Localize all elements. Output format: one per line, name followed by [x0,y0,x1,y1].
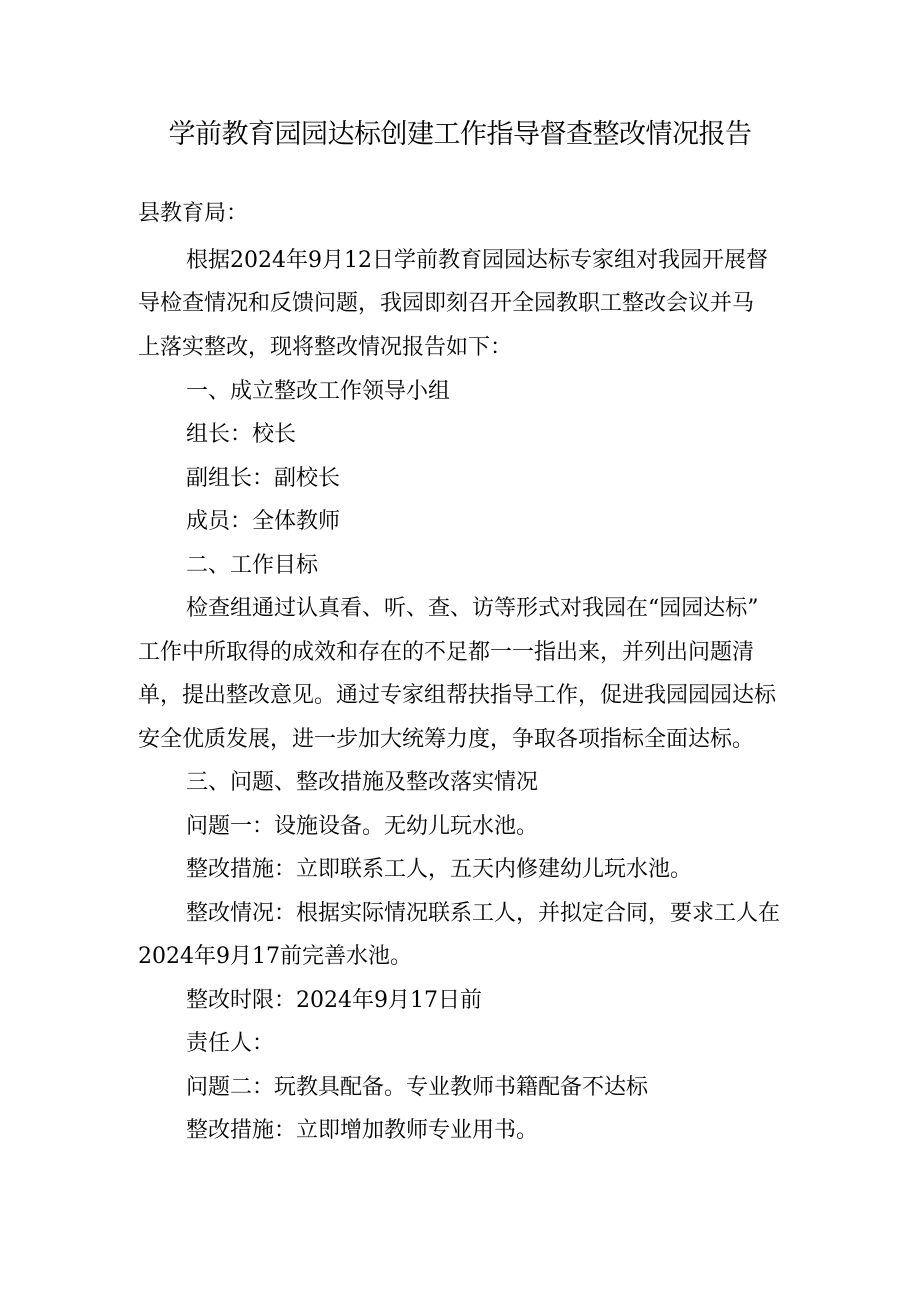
document-title: 学前教育园园达标创建工作指导督查整改情况报告 [168,119,752,150]
list-item: 整改措施：立即联系工人，五天内修建幼儿玩水池。 [186,857,693,882]
paragraph-line: 单，提出整改意见。通过专家组帮扶指导工作，促进我园园园达标 [138,683,777,708]
list-item: 问题二：玩教具配备。专业教师书籍配备不达标 [186,1075,649,1100]
salutation: 县教育局： [138,201,249,226]
section-heading: 一、成立整改工作领导小组 [186,379,451,404]
paragraph-line: 整改情况：根据实际情况联系工人，并拟定合同，要求工人在 [186,901,781,926]
list-item: 责任人： [186,1031,275,1056]
paragraph-line: 检查组通过认真看、听、查、访等形式对我园在“园园达标” [186,596,759,621]
paragraph-line: 导检查情况和反馈问题，我园即刻召开全园教职工整改会议并马 [138,291,755,316]
paragraph-line: 工作中所取得的成效和存在的不足都一一指出来，并列出问题清 [138,640,755,665]
section-heading: 二、工作目标 [186,553,319,578]
list-item: 组长：校长 [186,422,297,447]
list-item: 问题一：设施设备。无幼儿玩水池。 [186,814,539,839]
list-item: 副组长：副校长 [186,466,341,491]
paragraph-line: 安全优质发展，进一步加大统筹力度，争取各项指标全面达标。 [138,727,755,752]
list-item: 整改时限：2024年9月17日前 [186,988,482,1013]
section-heading: 三、问题、整改措施及整改落实情况 [186,770,539,795]
paragraph-line: 2024年9月17前完善水池。 [138,944,412,969]
paragraph-line: 上落实整改，现将整改情况报告如下： [138,335,513,360]
list-item: 成员：全体教师 [186,509,341,534]
paragraph-line: 根据2024年9月12日学前教育园园达标专家组对我园开展督 [186,248,768,273]
list-item: 整改措施：立即增加教师专业用书。 [186,1118,539,1143]
